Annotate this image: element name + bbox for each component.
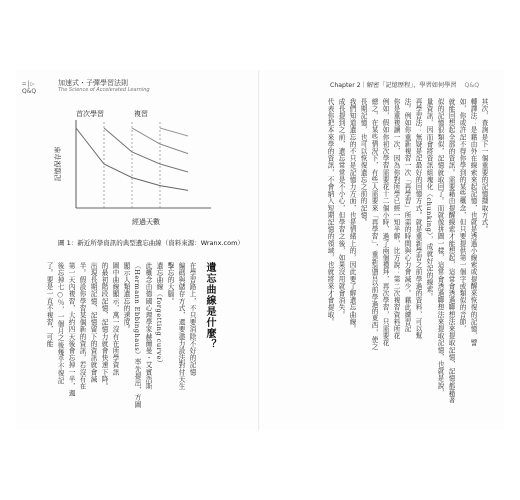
logo-mark: =|▷ [22, 80, 35, 88]
logo-text: Q&Q [22, 88, 37, 95]
chapter-header [330, 80, 479, 89]
right-text-line: 成長提到之前，遺忘常常是不小心，但學習之後，如果沒用就會消失。 [337, 98, 345, 319]
right-text-line: 例如，假如你初次學習需要花十二個小時，過了兩個禮拜，再次學習，只需要花 [381, 98, 389, 347]
page-number: Q&Q [464, 82, 480, 89]
annotation-review: 複習 [134, 110, 148, 118]
curves-group [76, 122, 188, 208]
chapter-title: Chapter 2｜解密「記憶歷程」，學習如何學習 [330, 82, 457, 89]
left-text-line: 第一天內複習，大約四天後會忘掉一半，週 [67, 262, 75, 397]
left-text-line: 遺忘曲線（forgetting curve） [155, 262, 163, 367]
right-text-line: 如，你或許記不得你學到的某些概念，但只要提供第一個字或類似的音節， [458, 98, 466, 333]
left-text-line: 的最初階段記憶，記憶力就會快速下降。 [100, 262, 108, 390]
book-spine [258, 70, 260, 430]
right-text-line: 量資訊，因而會將資訊組塊化（chunking），成就好記的線索。 [425, 98, 433, 301]
book-title: 加速式・子彈學習法則 [58, 79, 128, 87]
left-text-line: 半。假設你學習某個新的資訊，若沒有在 [78, 262, 86, 390]
forgetting-curve-series-2 [104, 128, 188, 172]
right-text-line: 就能回想起全部的資訊。需要藉由提醒線索才能想起，這常會透過聯想法來提取記憶，記憶都藉著 [447, 98, 455, 404]
forgetting-curve-series-4 [160, 128, 188, 136]
annotation-first-learning: 首次學習 [76, 110, 104, 118]
right-text-line: 我們知道遺忘的不只是記憶力方面，也是情緒上的，因此要了解遺忘曲線。 [348, 98, 356, 333]
left-text-line: 在學習路上，不只要消除不好的記憶 [188, 262, 196, 376]
left-text-line: 了。要是一直不複習，可能 [45, 262, 53, 348]
left-text-line: 後忘掉七○％，一個月之後幾乎不復記 [56, 262, 64, 385]
left-text-line: （Hermann Ebbinghaus）率先提出，方圖 [133, 262, 141, 409]
left-text-line: 圖中曲線顯示，萬一沒有在所學資訊 [111, 262, 119, 376]
right-text-line: 其次，查詢是下一個重要的記憶擷取方式。 [480, 98, 488, 233]
right-text-line: 長期記憶，也可以恢復遺忘之前的記憶。 [359, 98, 367, 226]
publisher-logo [22, 80, 50, 95]
book-subtitle: The Science of Accelerated Learning [58, 87, 150, 93]
left-text-line: 此概念由德國心理學家赫爾曼・艾賓浩斯 [144, 262, 152, 390]
right-text-line: 你是重複讀一次，因為你對所學已經一知半解，比方說：第二次複習資料所花 [392, 98, 400, 340]
forgetting-curve-chart [46, 108, 216, 233]
right-text-line: 法。例如你重新複習一次「再學習」所需的時間與心力會減少。藉此練習記 [403, 98, 411, 333]
section-heading: 遺忘曲線是什麼？ [204, 262, 215, 350]
left-text-line: 出現長期記憶，記憶留下的資訊就會減 [89, 262, 97, 383]
left-text-line: 顯示人類遺忘的速度。 [122, 262, 130, 333]
right-text-line: 總之，在某些情況下，有些人需要來「再學習」，重新溫習以前學過的東西，使之 [370, 98, 378, 351]
right-text-line: 再學習法：無疑是記最好的回憶方式。就是重新學習之前學過的資料，可以幫 [414, 98, 422, 340]
right-text-line: 轉譯法：是藉由外在線索來起記憶，也就是透過小線索或提醒來恢復的記憶，譬 [469, 98, 477, 347]
figure-caption: 圖 1：新近所學資訊的典型遺忘曲線（資料來源：Wranx.com） [58, 239, 244, 247]
left-text-line: 編碼與儲存方式，還要盡力設法對付天生 [177, 262, 185, 390]
left-text-line: 擊忘的大腦。 [166, 262, 174, 305]
y-axis-label: 記憶保存率 [54, 146, 62, 182]
right-text-line: 代表你把本來學的資訊，不會納入短期記憶的領域，也就將來才會提取。 [326, 98, 334, 326]
right-text-line: 似的記憶很類似，記憶就取回了。而就像拼圖一樣，這常會透過聯想法來提取記憶，也就是說， [436, 98, 444, 397]
x-axis-label: 經過天數 [132, 218, 160, 226]
